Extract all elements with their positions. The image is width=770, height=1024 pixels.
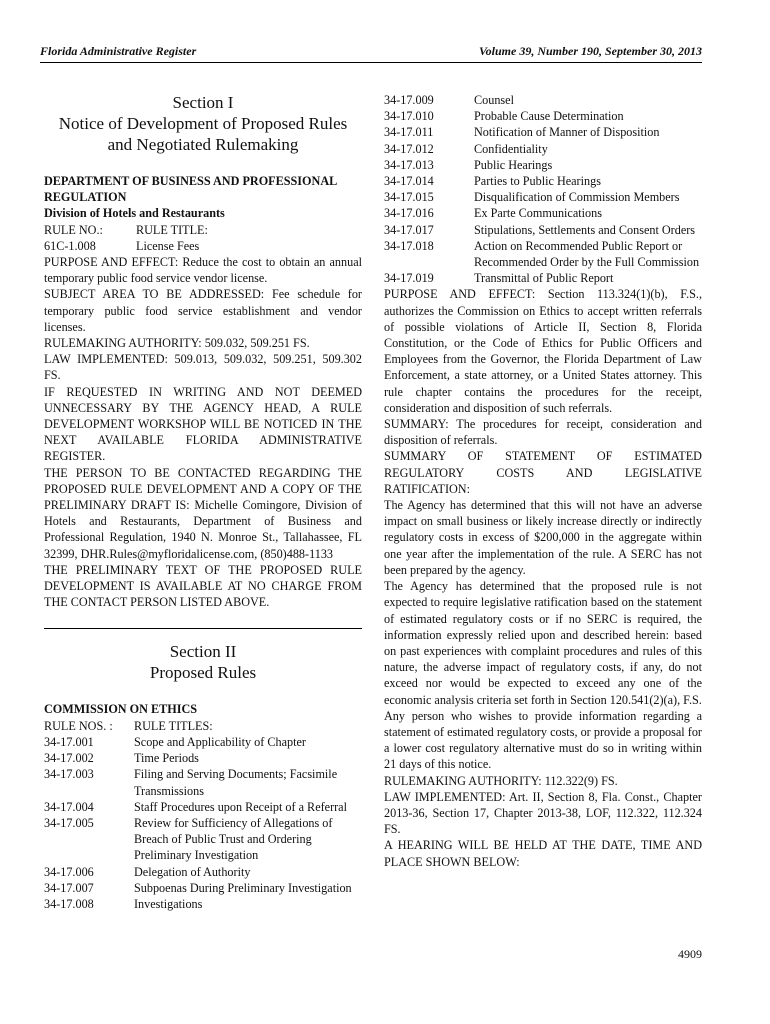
rule-no-label: RULE NO.:	[44, 222, 103, 237]
rule-title: Parties to Public Hearings	[474, 174, 601, 189]
rule-title: Disqualification of Commission Members	[474, 190, 680, 205]
rule-list-item	[384, 270, 702, 286]
section-1-subheading-2: and Negotiated Rulemaking	[107, 135, 299, 154]
rule-number: 34-17.004	[44, 799, 94, 814]
rule-title: License Fees	[136, 238, 200, 253]
section-1-title	[44, 92, 362, 155]
rule-number: 34-17.008	[44, 896, 94, 911]
purpose-paragraph: PURPOSE AND EFFECT: Reduce the cost to obtain an annual temporary public food service vendor license.	[44, 255, 362, 286]
rule-title: Stipulations, Settlements and Consent Orders	[474, 222, 696, 237]
rule-title: Filing and Serving Documents; Facsimile Transmissions	[134, 767, 338, 798]
rule-row	[44, 238, 362, 254]
section-1-subheading-1: Notice of Development of Proposed Rules	[58, 114, 348, 133]
running-header-left: Florida Administrative Register	[40, 44, 197, 58]
rule-number: 34-17.007	[44, 880, 94, 895]
rule-number: 34-17.012	[384, 141, 434, 156]
page-number: 4909	[678, 947, 702, 961]
right-column	[384, 92, 702, 870]
left-column	[44, 92, 362, 912]
rule-title: Time Periods	[134, 751, 199, 766]
rule-title: Delegation of Authority	[134, 864, 251, 879]
rule-number: 34-17.019	[384, 271, 434, 286]
rule-number: 34-17.006	[44, 864, 94, 879]
rule-title: Staff Procedures upon Receipt of a Referral	[134, 799, 347, 814]
section-2-subheading: Proposed Rules	[149, 663, 257, 683]
department-name: DEPARTMENT OF BUSINESS AND PROFESSIONAL REGULATION	[44, 174, 337, 205]
law-implemented: LAW IMPLEMENTED: Art. II, Section 8, Fla. Const., Chapter 2013-36, Section 17, Chapter 2013-38, LOF, 112.322, 112.324 FS.	[384, 789, 702, 837]
rule-number: 34-17.014	[384, 174, 434, 189]
rule-title: Confidentiality	[474, 141, 548, 156]
rule-title: Transmittal of Public Report	[474, 271, 614, 286]
rule-number: 34-17.015	[384, 190, 434, 205]
division-name: Division of Hotels and Restaurants	[44, 206, 225, 221]
rules-label-row	[44, 718, 362, 734]
rule-number: 34-17.005	[44, 815, 94, 830]
rulemaking-authority: RULEMAKING AUTHORITY: 112.322(9) FS.	[384, 773, 618, 788]
rule-list-item	[384, 92, 702, 108]
rule-list-item	[384, 173, 702, 189]
law-paragraph: LAW IMPLEMENTED: 509.013, 509.032, 509.251, 509.302 FS.	[44, 352, 362, 383]
rule-list-item	[384, 238, 702, 270]
rule-list-item	[384, 108, 702, 124]
rule-title: Probable Cause Determination	[474, 109, 624, 124]
any-person-paragraph: Any person who wishes to provide information regarding a statement of estimated regulatory costs, or provide a proposal for a lower cost regulatory alternative must do so in writing within 21 days of this notice.	[384, 708, 702, 772]
rule-list-item	[44, 750, 362, 766]
rule-title: Scope and Applicability of Chapter	[134, 734, 306, 749]
section-2-heading: Section II	[169, 642, 237, 662]
rule-list-item	[384, 222, 702, 238]
rule-title: Subpoenas During Preliminary Investigation	[134, 880, 352, 895]
hearing-notice: A HEARING WILL BE HELD AT THE DATE, TIME AND PLACE SHOWN BELOW:	[384, 838, 702, 869]
rule-title: Public Hearings	[474, 157, 553, 172]
subject-paragraph: SUBJECT AREA TO BE ADDRESSED: Fee schedule for temporary public food service establishment and vendor licenses.	[44, 287, 362, 334]
rule-no: 61C-1.008	[44, 238, 96, 253]
preliminary-paragraph: THE PRELIMINARY TEXT OF THE PROPOSED RULE DEVELOPMENT IS AVAILABLE AT NO CHARGE FROM THE CONTACT PERSON LISTED ABOVE.	[44, 562, 362, 610]
rule-list-item	[44, 799, 362, 815]
rule-number: 34-17.010	[384, 109, 434, 124]
rule-number: 34-17.011	[384, 125, 434, 140]
rule-list-item	[44, 734, 362, 750]
header-rule	[40, 62, 702, 63]
rule-list-item	[44, 880, 362, 896]
running-header-right: Volume 39, Number 190, September 30, 2013	[478, 44, 702, 58]
summary-paragraph: SUMMARY: The procedures for receipt, consideration and disposition of referrals.	[384, 417, 702, 448]
rule-list-item	[384, 141, 702, 157]
left-rule-list	[44, 734, 362, 912]
rule-title-label: RULE TITLE:	[136, 222, 208, 237]
rule-list-item	[384, 189, 702, 205]
contact-paragraph: THE PERSON TO BE CONTACTED REGARDING THE PROPOSED RULE DEVELOPMENT AND A COPY OF THE PRELIMINARY DRAFT IS: Michelle Comingore, Division of Hotels and Restaurants, Department of Business and Professional Regulation, 1940 N. Monroe St., Tallahassee, FL 32399, DHR.Rules@myfloridalicense.com, (850)488-1133	[44, 465, 362, 561]
rule-number: 34-17.001	[44, 734, 94, 749]
rule-number: 34-17.002	[44, 751, 94, 766]
rule-nos-label: RULE NOS. :	[44, 718, 113, 733]
serc-paragraph-2: The Agency has determined that the proposed rule is not expected to require legislative ratification based on the statement of estimated regulatory costs or if no SERC is required, the information expressly relied upon and described herein: based on past experiences with complaint procedures and rules of this nature, the adverse impact of regulatory costs, if any, do not exceed nor would be expected to exceed any one of the economic analysis criteria set forth in Section 120.541(2)(a), F.S.	[384, 579, 702, 707]
rule-number: 34-17.018	[384, 238, 434, 253]
rule-list-item	[44, 896, 362, 912]
rule-title: Investigations	[134, 896, 203, 911]
section-2-title	[44, 641, 362, 683]
rule-number: 34-17.017	[384, 222, 434, 237]
rule-number: 34-17.016	[384, 206, 434, 221]
serc-paragraph-1: The Agency has determined that this will not have an adverse impact on small business or likely increase directly or indirectly regulatory costs in excess of $200,000 in the aggregate within one year after the implementation of the rule. A SERC has not been prepared by the agency.	[384, 498, 702, 577]
section-1-heading: Section I	[172, 93, 234, 112]
rule-title: Counsel	[474, 93, 514, 107]
authority-paragraph: RULEMAKING AUTHORITY: 509.032, 509.251 FS.	[44, 336, 310, 351]
rule-number: 34-17.003	[44, 767, 94, 782]
workshop-paragraph: IF REQUESTED IN WRITING AND NOT DEEMED UNNECESSARY BY THE AGENCY HEAD, A RULE DEVELOPMENT WORKSHOP WILL BE NOTICED IN THE NEXT AVAILABLE FLORIDA ADMINISTRATIVE REGISTER.	[44, 384, 362, 464]
rule-titles-label: RULE TITLES:	[134, 718, 213, 733]
rule-label-row	[44, 222, 362, 238]
rule-list-item	[44, 815, 362, 864]
commission-name: COMMISSION ON ETHICS	[44, 702, 198, 717]
rule-number: 34-17.009	[384, 93, 434, 107]
serc-heading: SUMMARY OF STATEMENT OF ESTIMATED REGULATORY COSTS AND LEGISLATIVE RATIFICATION:	[384, 449, 702, 496]
rule-title: Ex Parte Communications	[474, 206, 602, 221]
rule-list-item	[384, 124, 702, 140]
rule-title: Notification of Manner of Disposition	[474, 125, 660, 140]
rule-title: Review for Sufficiency of Allegations of Breach of Public Trust and Ordering Preliminary Investigation	[134, 815, 333, 863]
rule-title: Action on Recommended Public Report or Recommended Order by the Full Commission	[474, 238, 700, 270]
rule-list-item	[44, 864, 362, 880]
rule-list-item	[44, 766, 362, 798]
rule-number: 34-17.013	[384, 157, 434, 172]
rule-list-item	[384, 157, 702, 173]
right-rule-list	[384, 92, 702, 286]
purpose-effect-paragraph: PURPOSE AND EFFECT: Section 113.324(1)(b), F.S., authorizes the Commission on Ethics to accept written referrals of possible violations of Article II, Section 8, Florida Constitution, or the Code of Ethics for Public Officers and Employees from the Governor, the Florida Department of Law Enforcement, a state attorney, or a United States attorney. This rule chapter contains the procedures for the receipt, consideration and disposition of such referrals.	[384, 287, 702, 415]
section-divider	[44, 628, 362, 629]
rule-list-item	[384, 205, 702, 221]
